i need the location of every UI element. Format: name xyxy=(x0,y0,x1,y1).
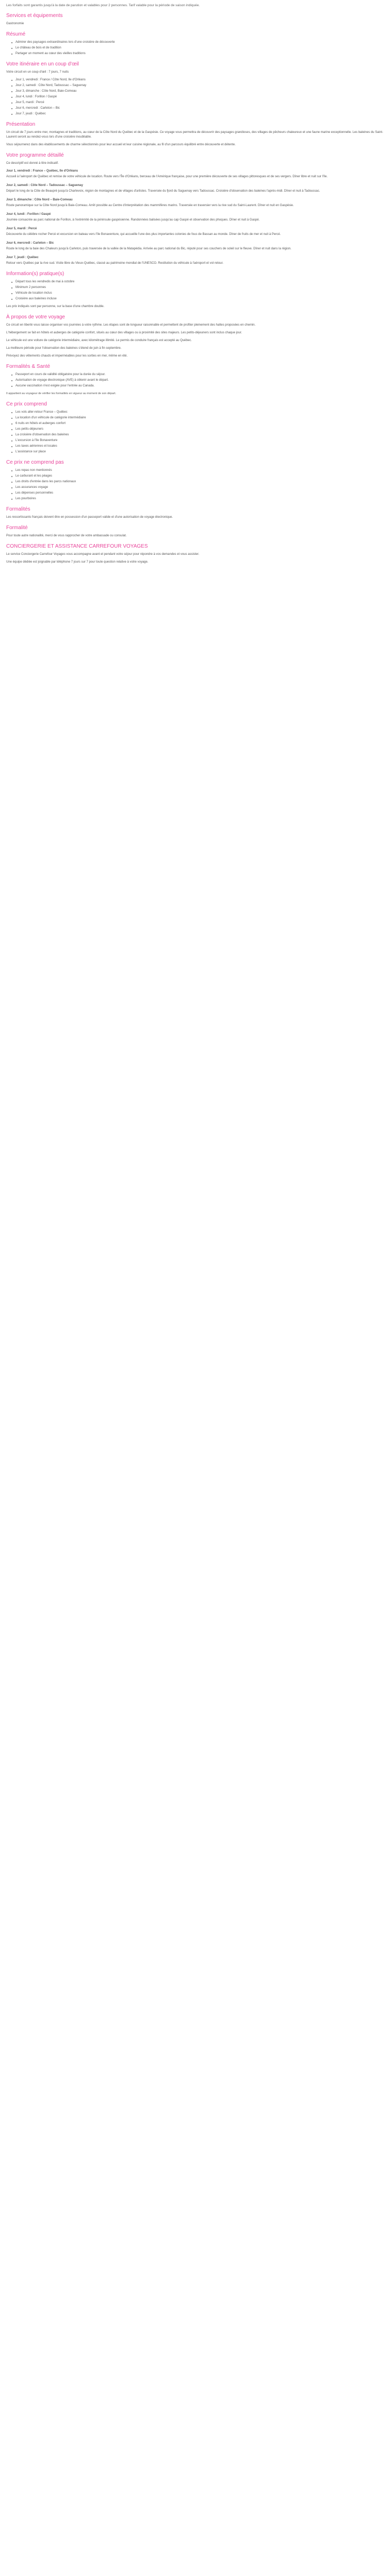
list-item: ■ Les petits-déjeuners xyxy=(11,427,385,432)
day-title: Jour 7, jeudi : Québec xyxy=(6,256,39,259)
list-item: ■ Jour 1, vendredi : France / Côte Nord, Ile d'Orléans xyxy=(11,78,385,82)
list-item: ■ Jour 5, mardi : Percé xyxy=(11,100,385,105)
day-title: Jour 2, samedi : Côte Nord – Tadoussac – Saguenay xyxy=(6,184,83,187)
day-title: Jour 3, dimanche : Côte Nord – Baie-Comeau xyxy=(6,198,73,201)
itinerary-lead: Votre circuit en un coup d'œil : 7 jours, 7 nuits xyxy=(6,71,69,74)
paragraph: L'hébergement se fait en hôtels et auberges de catégorie confort, situés au cœur des villages ou à proximité des sites majeurs. Les petits-déjeuners sont inclus chaque jour. xyxy=(6,331,242,334)
day-block xyxy=(6,198,385,208)
formalites-list xyxy=(11,372,385,388)
list-item: ■ Passeport en cours de validité obligatoire pour la durée du séjour. xyxy=(11,372,385,377)
presentation-heading: Présentation xyxy=(6,122,36,127)
day-text: Retour vers Québec par la rive sud. Visite libre du Vieux-Québec, classé au patrimoine mondial de l'UNESCO. Restitution du véhicule à l'aéroport et vol retour. xyxy=(6,262,223,265)
programme-lead: Ce descriptif est donné à titre indicatif. xyxy=(6,162,59,165)
day-block xyxy=(6,169,385,179)
info-list xyxy=(11,280,385,301)
day-block xyxy=(6,212,385,223)
list-item: ■ La location d'un véhicule de catégorie intermédiaire xyxy=(11,416,385,420)
list-item: ■ Admirer des paysages extraordinaires lors d'une croisière de découverte xyxy=(11,40,385,45)
list-item: ■ Jour 2, samedi : Côte Nord, Tadoussac – Saguenay xyxy=(11,83,385,88)
day-text: Route panoramique sur la Côte Nord jusqu'à Baie-Comeau. Arrêt possible au Centre d'interprétation des mammifères marins. Traversée en traversier vers la rive sud du Saint-Laurent. Dîner et nuit en Gaspésie. xyxy=(6,204,294,207)
list-item: ■ Les vols aller-retour France – Québec xyxy=(11,410,385,415)
comprend-list xyxy=(11,410,385,454)
formalites2-heading: Formalités xyxy=(6,506,30,512)
paragraph: Une équipe dédiée est joignable par téléphone 7 jours sur 7 pour toute question relative à votre voyage. xyxy=(6,561,149,564)
day-text: Départ le long de la Côte de Beaupré jusqu'à Charlevoix, région de montagnes et de villages d'artistes. Traversée du fjord du Saguenay vers Tadoussac. Croisière d'observation des baleines l'après-midi. Dîner et nuit à Tadoussac. xyxy=(6,190,320,193)
resume-list xyxy=(11,40,385,56)
apropos-heading: À propos de votre voyage xyxy=(6,314,65,320)
list-item: ■ Jour 4, lundi : Forillon / Gaspé xyxy=(11,95,385,99)
paragraph: Ce circuit en liberté vous laisse organiser vos journées à votre rythme. Les étapes sont de longueur raisonnable et permettent de profiter pleinement des haltes proposées en chemin. xyxy=(6,324,256,327)
page xyxy=(0,3,391,565)
day-text: Découverte du célèbre rocher Percé et excursion en bateau vers l'île Bonaventure, qui accueille l'une des plus importantes colonies de fous de Bassan au monde. Dîner de fruits de mer et nuit à Percé. xyxy=(6,233,281,236)
list-item: ■ Jour 3, dimanche : Côte Nord, Baie-Comeau xyxy=(11,89,385,94)
paragraph: Un circuit de 7 jours entre mer, montagnes et traditions, au cœur de la Côte Nord du Québec et de la Gaspésie. Ce voyage vous permettra de découvrir des paysages grandioses, des villages de pêcheurs chaleureux et une faune marine exceptionnelle. Les baleines du Saint-Laurent seront au rendez-vous lors d'une croisière inoubliable. xyxy=(6,131,383,139)
paragraph: Vous séjournerez dans des établissements de charme sélectionnés pour leur accueil et leur cuisine régionale, au fil d'un parcours équilibré entre découverte et détente. xyxy=(6,143,236,146)
paragraph: Les ressortissants français doivent être en possession d'un passeport valide et d'une autorisation de voyage électronique. xyxy=(6,516,173,519)
day-title: Jour 1, vendredi : France – Québec, Ile d'Orléans xyxy=(6,170,78,173)
paragraph: Pour toute autre nationalité, merci de vous rapprocher de votre ambassade ou consulat. xyxy=(6,534,127,537)
list-item: ■ Jour 6, mercredi : Carleton – Bic xyxy=(11,106,385,111)
list-item: ■ Le carburant et les péages xyxy=(11,474,385,479)
list-item: ■ Les repas non mentionnés xyxy=(11,468,385,473)
services-label: Gastronomie xyxy=(6,22,24,25)
list-item: ■ Départ tous les vendredis de mai à octobre xyxy=(11,280,385,284)
necomprend-list xyxy=(11,468,385,501)
list-item: ■ Véhicule de location inclus xyxy=(11,291,385,296)
itinerary-heading: Votre itinéraire en un coup d'œil xyxy=(6,61,79,67)
paragraph: La meilleure période pour l'observation des baleines s'étend de juin à fin septembre. xyxy=(6,347,122,350)
info-heading: Information(s) pratique(s) xyxy=(6,271,64,277)
day-text: Journée consacrée au parc national de Forillon, à l'extrémité de la péninsule gaspésienne. Randonnées balisées jusqu'au cap Gaspé et observation des phoques. Dîner et nuit à Gaspé. xyxy=(6,218,260,222)
list-item: ■ La croisière d'observation des baleines xyxy=(11,433,385,437)
list-item: ■ L'assistance sur place xyxy=(11,450,385,454)
day-block xyxy=(6,227,385,237)
list-item: ■ Les droits d'entrée dans les parcs nationaux xyxy=(11,480,385,484)
day-block xyxy=(6,241,385,251)
info-note: Les prix indiqués sont par personne, sur la base d'une chambre double. xyxy=(6,305,105,308)
day-text: Accueil à l'aéroport de Québec et remise de votre véhicule de location. Route vers l'Île d'Orléans, berceau de l'Amérique française, pour une première découverte de ses villages pittoresques et de ses vergers. Dîner libre et nuit sur l'île. xyxy=(6,175,328,178)
list-item: ■ Les assurances voyage xyxy=(11,485,385,490)
formalites3-heading: Formalité xyxy=(6,525,28,531)
day-block xyxy=(6,256,385,266)
list-item: ■ Les dépenses personnelles xyxy=(11,491,385,496)
comprend-heading: Ce prix comprend xyxy=(6,401,47,407)
conciergerie-heading: CONCIERGERIE ET ASSISTANCE CARREFOUR VOYAGES xyxy=(6,544,148,549)
formalites-note: Il appartient au voyageur de vérifier les formalités en vigueur au moment de son départ. xyxy=(6,392,117,395)
paragraph: Prévoyez des vêtements chauds et imperméables pour les sorties en mer, même en été. xyxy=(6,354,128,358)
day-title: Jour 4, lundi : Forillon / Gaspé xyxy=(6,213,51,216)
paragraph: Le véhicule est une voiture de catégorie intermédiaire, avec kilométrage illimité. Le permis de conduire français est accepté au Québec. xyxy=(6,339,192,342)
day-block xyxy=(6,183,385,194)
day-title: Jour 6, mercredi : Carleton – Bic xyxy=(6,242,54,245)
list-item: ■ Autorisation de voyage électronique (AVE) à obtenir avant le départ. xyxy=(11,378,385,383)
intro-text: Les forfaits sont garantis jusqu'à la date de parution et valables pour 2 personnes. Tarif valable pour la période de saison indiquée. xyxy=(6,4,200,7)
day-text: Route le long de la baie des Chaleurs jusqu'à Carleton, puis traversée de la vallée de la Matapédia. Arrivée au parc national du Bic, réputé pour ses couchers de soleil sur le fleuve. Dîner et nuit dans la région. xyxy=(6,247,291,250)
list-item: ■ Partager un moment au cœur des vieilles traditions xyxy=(11,52,385,56)
list-item: ■ Croisière aux baleines incluse xyxy=(11,297,385,301)
list-item: ■ Minimum 2 personnes xyxy=(11,285,385,290)
itinerary-list xyxy=(11,78,385,116)
list-item: ■ Aucune vaccination n'est exigée pour l'entrée au Canada. xyxy=(11,384,385,388)
programme-heading: Votre programme détaillé xyxy=(6,152,64,158)
list-item: ■ Les taxes aériennes et locales xyxy=(11,444,385,449)
necomprend-heading: Ce prix ne comprend pas xyxy=(6,460,64,465)
formalites-heading: Formalités & Santé xyxy=(6,364,51,369)
list-item: ■ L'excursion à l'île Bonaventure xyxy=(11,438,385,443)
list-item: ■ Les pourboires xyxy=(11,497,385,501)
resume-heading: Résumé xyxy=(6,31,26,37)
paragraph: Le service Conciergerie Carrefour Voyages vous accompagne avant et pendant votre séjour pour répondre à vos demandes et vous assister. xyxy=(6,553,200,556)
services-heading: Services et équipements xyxy=(6,13,63,19)
list-item: ■ 6 nuits en hôtels et auberges confort xyxy=(11,421,385,426)
list-item: ■ Le château de bois et de tradition xyxy=(11,46,385,50)
day-title: Jour 5, mardi : Percé xyxy=(6,227,37,230)
list-item: ■ Jour 7, jeudi : Québec xyxy=(11,112,385,116)
